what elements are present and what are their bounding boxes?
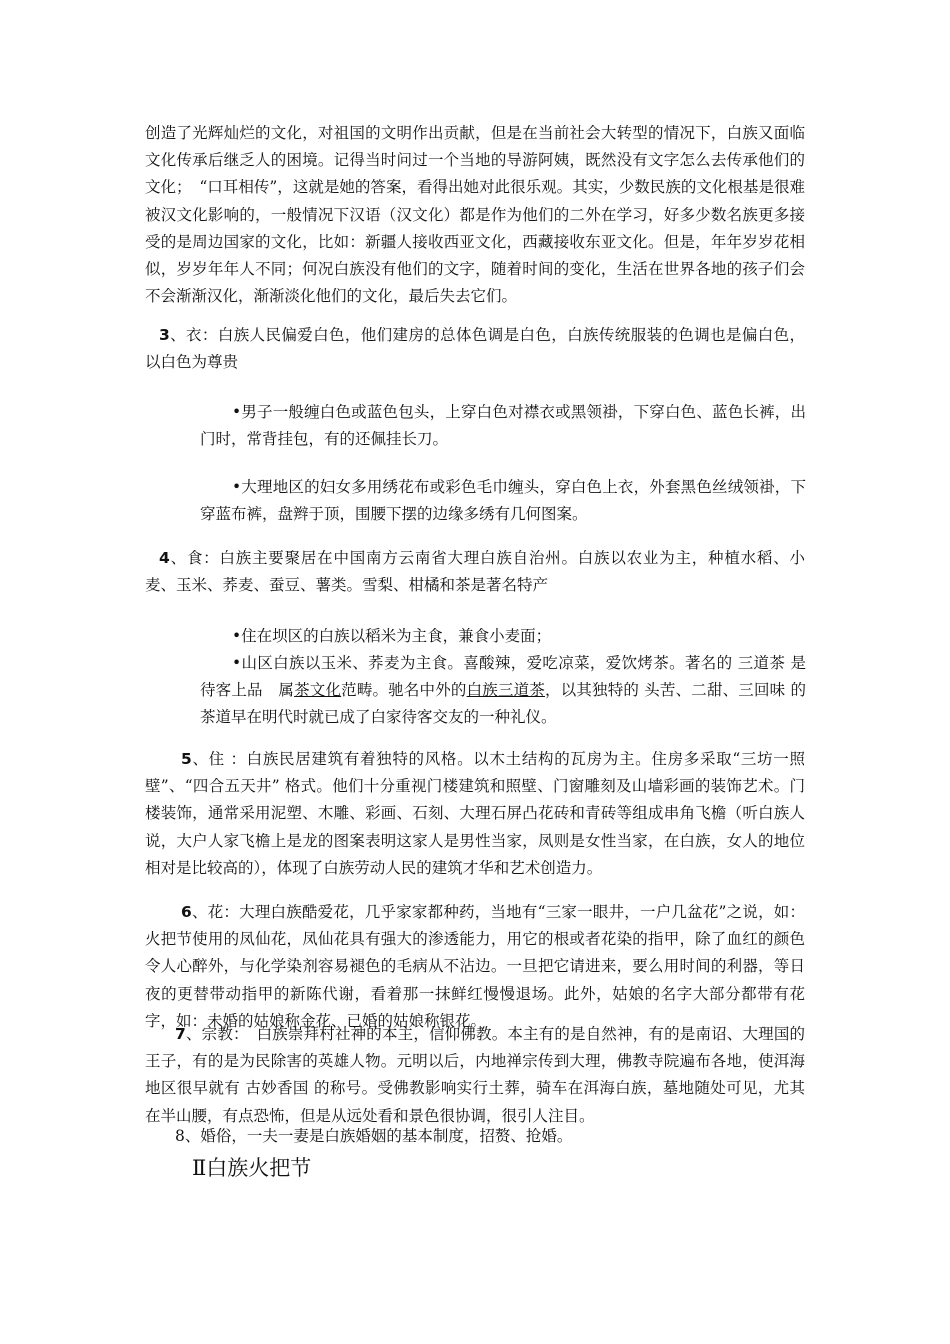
- bullet-mountain-food: [200, 650, 806, 732]
- paragraph-text: 、花：大理白族酷爱花，几乎家家都种药，当地有“三家一眼井，一户几盆花”之说，如：火把节使用的凤仙花，凤仙花具有强大的渗透能力，用它的根或者花染的指甲，除了血红的颜色令人心醉外，与化学染剂容易褪色的毛病从不沾边。一旦把它请进来，要么用时间的利器，等日夜的更替带动指甲的新陈代谢，看着那一抹鲜红慢慢退场。此外，姑娘的名字大部分都带有花字，如：未婚的姑娘称金花、已婚的姑娘称银花。: [145, 903, 805, 1030]
- bullet-text: ，以其独特的 头苦、二甜、三回味 的茶道早在明代时就已成了白家待客交友的一种礼仪。: [200, 681, 806, 727]
- item-number: 4: [159, 549, 170, 567]
- paragraph-text: 、食：白族主要聚居在中国南方云南省大理白族自治州。白族以农业为主，种植水稻、小麦、玉米、荞麦、蚕豆、薯类。雪梨、柑橘和茶是著名特产: [145, 549, 805, 595]
- tea-culture-link[interactable]: 茶文化: [294, 681, 342, 700]
- bullet-text: •山区白族以玉米、荞麦为主食。喜酸辣，爱吃凉菜，爱饮烤茶。著名的 三道茶 是待客上品 属: [200, 654, 806, 700]
- paragraph-text: 、衣：白族人民偏爱白色，他们建房的总体色调是白色，白族传统服装的色调也是偏白色，以白色为尊贵: [145, 326, 805, 372]
- paragraph-text: 、宗教： 白族崇拜村社神的本主，信仰佛教。本主有的是自然神，有的是南诏、大理国的王子，有的是为民除害的英雄人物。元明以后，内地禅宗传到大理，佛教寺院遍布各地，使洱海地区很早就有 古妙香国 的称号。受佛教影响实行土葬，骑车在洱海白族，墓地随处可见，尤其在半山腰，有点恐怖，但是从远处看和景色很协调，很引人注目。: [145, 1025, 805, 1125]
- item-number: 3: [159, 326, 170, 344]
- item-number: 6: [181, 903, 192, 921]
- bullet-plain-food: •住在坝区的白族以稻米为主食，兼食小麦面；: [232, 627, 552, 645]
- three-course-tea-link[interactable]: 白族三道茶: [466, 681, 546, 700]
- paragraph-clothing: [145, 322, 805, 376]
- bullet-text: 范畴。驰名中外的: [341, 681, 467, 700]
- bullet-women-clothing: •大理地区的妇女多用绣花布或彩色毛巾缠头，穿白色上衣，外套黑色丝绒领褂，下穿蓝布裤，盘辫于顶，围腰下摆的边缘多绣有几何图案。: [200, 478, 806, 524]
- item-number: 5: [181, 750, 192, 768]
- paragraph-marriage: 8、婚俗，一夫一妻是白族婚姻的基本制度，招赘、抢婚。: [175, 1127, 573, 1145]
- paragraph-flowers: [145, 899, 805, 1035]
- bullet-men-clothing: •男子一般缠白色或蓝色包头，上穿白色对襟衣或黑领褂，下穿白色、蓝色长裤，出门时，常背挂包，有的还佩挂长刀。: [200, 403, 806, 449]
- item-number: 7: [175, 1025, 186, 1043]
- paragraph-text: 、住 ：白族民居建筑有着独特的风格。以木土结构的瓦房为主。住房多采取“三坊一照壁”、“四合五天井” 格式。他们十分重视门楼建筑和照壁、门窗雕刻及山墙彩画的装饰艺术。门楼装饰，通常采用泥塑、木雕、彩画、石刻、大理石屏凸花砖和青砖等组成串角飞檐（听白族人说，大户人家飞檐上是龙的图案表明这家人是男性当家，凤则是女性当家，在白族，女人的地位相对是比较高的），体现了白族劳动人民的建筑才华和艺术创造力。: [145, 750, 805, 877]
- paragraph-food: [145, 545, 805, 599]
- paragraph-religion: [145, 1021, 805, 1130]
- paragraph-culture: 创造了光辉灿烂的文化，对祖国的文明作出贡献，但是在当前社会大转型的情况下，白族又面临文化传承后继乏人的困境。记得当时问过一个当地的导游阿姨，既然没有文字怎么去传承他们的文化； “口耳相传”，这就是她的答案，看得出她对此很乐观。其实，少数民族的文化根基是很难被汉文化影响的，一般情况下汉语（汉文化）都是作为他们的二外在学习，好多少数名族更多接受的是周边国家的文化，比如：新疆人接收西亚文化，西藏接收东亚文化。但是，年年岁岁花相似，岁岁年年人不同；何况白族没有他们的文字，随着时间的变化，生活在世界各地的孩子们会不会渐渐汉化，渐渐淡化他们的文化，最后失去它们。: [145, 124, 805, 306]
- paragraph-housing: [145, 746, 805, 882]
- section-heading: Ⅱ白族火把节: [192, 1156, 312, 1180]
